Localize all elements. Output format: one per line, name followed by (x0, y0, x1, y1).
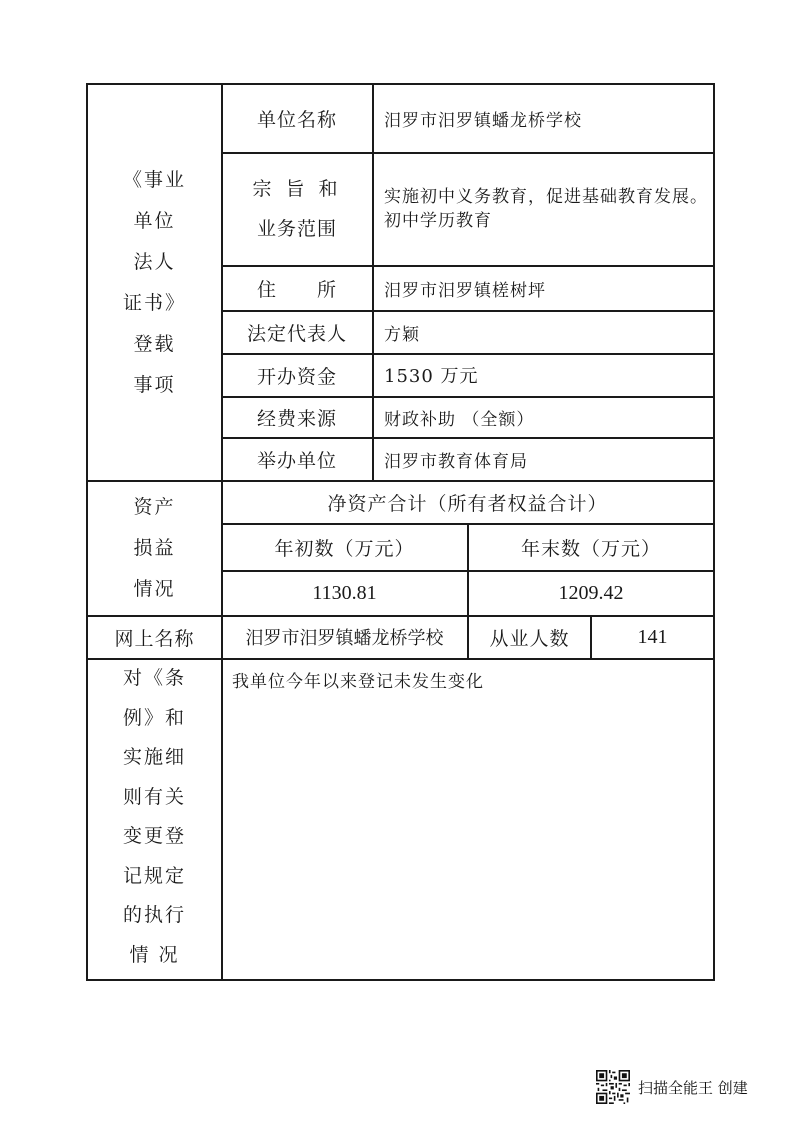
registration-section-label (88, 85, 221, 480)
online-name-label: 网上名称 (114, 627, 195, 650)
section-label-line: 情 况 (129, 943, 180, 966)
compliance-section-label (88, 659, 221, 979)
address-value: 汨罗市汨罗镇槎树坪 (384, 280, 546, 301)
section-label-line: 法人 (133, 250, 176, 273)
section-label-line: 资产 (133, 495, 176, 518)
section-label-line: 单位 (133, 209, 176, 232)
section-label-line: 情况 (133, 577, 176, 600)
staff-count-value: 141 (637, 625, 668, 648)
begin-of-year-value: 1130.81 (312, 581, 377, 604)
section-label-line: 登载 (133, 332, 176, 355)
compliance-value: 我单位今年以来登记未发生变化 (232, 671, 484, 692)
begin-of-year-label: 年初数（万元） (274, 537, 415, 560)
section-label-line: 事项 (133, 373, 176, 396)
end-of-year-label: 年末数（万元） (520, 537, 661, 560)
scanner-app-name: 扫描全能王 创建 (638, 1078, 748, 1097)
funding-value: 财政补助 （全额） (384, 409, 535, 430)
section-label-line: 变更登 (122, 825, 186, 847)
assets-section-label (88, 481, 221, 615)
online-name-value: 汨罗市汨罗镇蟠龙桥学校 (245, 628, 444, 649)
scanner-watermark (596, 1070, 748, 1104)
capital-value: 1530 万元 (384, 366, 479, 387)
sponsor-label: 举办单位 (256, 449, 337, 472)
staff-count-label: 从业人数 (489, 627, 570, 650)
section-label-line: 实施细 (122, 746, 186, 768)
purpose-label-line: 宗 旨 和 (252, 178, 342, 200)
section-label-line: 的执行 (122, 904, 186, 926)
purpose-value (374, 153, 713, 265)
sponsor-value: 汨罗市教育体育局 (384, 451, 528, 472)
address-label: 住 所 (256, 278, 337, 301)
purpose-value-line: 初中学历教育 (384, 211, 492, 231)
section-label-line: 证书》 (122, 291, 186, 314)
purpose-label-line: 业务范围 (256, 218, 337, 240)
section-label-line: 例》和 (122, 706, 186, 729)
funding-label: 经费来源 (256, 407, 337, 430)
legal-rep-value: 方颖 (384, 324, 420, 345)
purpose-label (222, 153, 372, 265)
section-label-line: 则有关 (122, 785, 186, 808)
net-assets-header: 净资产合计（所有者权益合计） (327, 492, 608, 515)
section-label-line: 记规定 (122, 864, 186, 887)
purpose-value-line: 实施初中义务教育，促进基础教育发展。 (384, 187, 708, 207)
section-label-line: 《事业 (122, 168, 186, 191)
unit-name-value: 汨罗市汨罗镇蟠龙桥学校 (384, 111, 582, 131)
registration-form (86, 83, 715, 981)
end-of-year-value: 1209.42 (558, 581, 624, 604)
legal-rep-label: 法定代表人 (246, 322, 347, 345)
section-label-line: 损益 (133, 536, 176, 559)
unit-name-label: 单位名称 (256, 109, 337, 131)
section-label-line: 对《条 (122, 667, 186, 689)
capital-label: 开办资金 (256, 365, 337, 388)
qr-code-icon (596, 1070, 630, 1104)
